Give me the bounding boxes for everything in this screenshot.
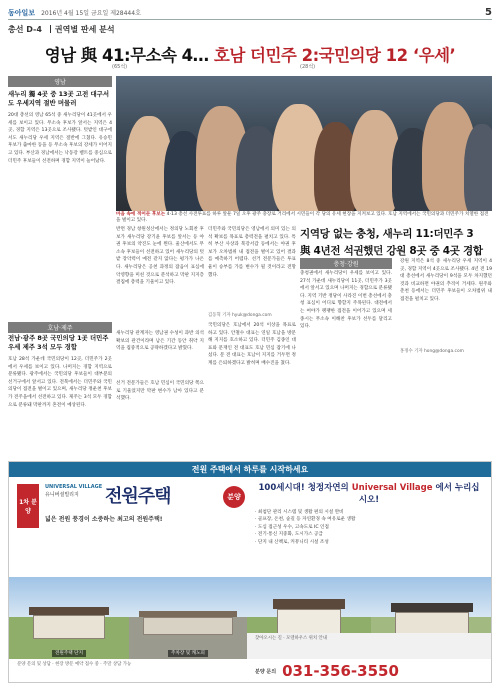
ad-stamp: 분양	[223, 486, 245, 508]
honam-text-b: 국민의당은 호남에서 20석 이상을 목표로 하고 있다. 안철수 대표는 연일 호남을 방문해 지지를 호소하고 있다. 더민주 김종인 대표와 문재인 전 대표도 호남 민심 잡기에 나섰다. 문 전 대표는 호남이 지지를 거두면 정계를 은퇴하겠다고 밝히며 배수진을 쳤다.	[208, 323, 296, 366]
article-honam-b	[208, 322, 296, 368]
section-title: 권역별 판세 분석	[54, 24, 115, 34]
ad-feature-item: · 전기·통신 지중화, 도시가스 공급	[255, 532, 323, 538]
issue-date: 2016년 4월 15일 금요일 제28444호	[41, 10, 141, 17]
article-column-a2	[116, 330, 204, 353]
column-b-text: 더민주와 국민의당은 영남에서 의미 있는 의석 확보를 목표로 총력전을 펼치고 있다. 특히 부산 사상과 북강서갑 등에서는 야권 후보가 오차범위 내 접전을 벌이고 있어 결과를 예측하기 어렵다. 선거 전문가들은 투표율이 승부를 가를 변수가 될 것이라고 전망했다.	[208, 227, 296, 278]
ad-feature-list	[255, 509, 483, 546]
headline-sub-right: (28석)	[300, 64, 316, 70]
section-label	[8, 22, 115, 36]
honam-subhead: 전남·광주 8곳 국민의당 1곳 더민주 우세 제주 3석 모두 경합	[8, 334, 109, 351]
ad-phone-number: 031-356-3550	[282, 662, 399, 680]
honam-text-c: 선거 전문가들은 호남 민심이 국민의당 쪽으로 기울었지만 막판 변수가 남아 있다고 분석했다.	[116, 381, 204, 402]
newspaper-brand: 동아일보	[8, 8, 36, 17]
ad-info-title-main: Universal Village	[351, 483, 433, 493]
right-headline-line-1: 지역당 없는 충청, 새누리 11:더민주 3	[300, 228, 474, 240]
ad-info-panel	[247, 477, 491, 577]
ad-feature-item: · 단지 내 산책로, 커뮤니티 시설 조성	[255, 539, 329, 545]
ad-info-title-pre: 100세시대! 청정자연의	[258, 483, 349, 493]
article-column-a	[116, 226, 204, 287]
article-honam	[8, 356, 112, 409]
region-tag-chungcheong: 충청·강원	[300, 258, 392, 269]
ad-title: 전원주택	[105, 486, 171, 507]
byline-right: 홍정수 기자 hong@donga.com	[400, 349, 464, 354]
ad-phone-label: 분양 문의	[255, 668, 277, 675]
chungcheong-text-b: 강원 지역은 8석 중 새누리당 우세 지역이 4곳, 경합 지역이 4곳으로 조사됐다. 4년 전 19대 총선에서 새누리당이 9석을 모두 차지했던 것과 비교하면 야권의 추격이 거세다. 원주와 춘천 등에서는 더민주 후보들이 오차범위 내 접전을 펼치고 있다.	[400, 259, 492, 302]
ad-photo-label: 주차장 및 캐노피	[168, 650, 208, 657]
ad-info-title-post: 에서 누리십시오!	[358, 483, 480, 505]
real-estate-ad	[8, 461, 492, 683]
column-a2-text: 새누리당 관계자는 영남권 수성이 과반 의석 확보의 관건이라며 남은 기간 동안 취약 지역을 집중적으로 공략하겠다고 밝혔다.	[116, 331, 204, 352]
page-number: 5	[485, 7, 492, 18]
ad-photo-1	[9, 577, 129, 659]
article-chungcheong-a	[300, 270, 392, 331]
article-column-b	[208, 226, 296, 279]
ad-sale-badge: 1차 분양	[17, 484, 39, 528]
region-tag-honam: 호남·제주	[8, 322, 112, 333]
ad-logo-en: UNIVERSAL VILLAGE	[45, 484, 103, 490]
caption-label: 마음 속에 적어둔 후보는	[116, 212, 166, 217]
headline-part-2: 호남 더민주 2:국민의당 12 ‘우세’	[213, 46, 456, 65]
ad-photo-label: 전원주택 단지	[52, 650, 86, 657]
section-divider	[50, 25, 51, 33]
honam-text: 호남 28석 가운데 국민의당이 12곳, 더민주가 2곳에서 우세를 보이고 있다. 나머지는 경합 지역으로 분류됐다. 광주에서는 국민의당 후보들이 대부분의 선거구에서 앞서고 있다. 전북에서는 더민주와 국민의당이 접전을 벌이고 있으며, 새누리당 정운천 후보가 전주을에서 선전하고 있다. 제주는 3석 모두 경합으로 분류돼 막판까지 혼전이 예상된다.	[8, 357, 112, 408]
page-header-bar	[8, 6, 492, 20]
article-body: 20대 총선의 영남 65석 중 새누리당이 41곳에서 우세를 보이고 있다. 무소속 후보가 앞서는 지역은 4곳, 경합 지역은 13곳으로 조사됐다. 텃밭인 대구에서도 새누리당 우세 지역은 절반에 그쳤다. 유승민 후보가 출마한 동을 등 무소속 후보의 강세가 이어지고 있다. 부산과 경남에서는 낙동강 벨트를 중심으로 더민주 후보들이 선전하며 경합 지역이 늘어났다.	[8, 113, 112, 164]
article-subhead: 새누리 獨 4곳 중 13곳 고전 대구서도 우세지역 절반 머물러	[8, 90, 109, 107]
ad-contact	[247, 659, 491, 683]
byline-mid: 김동혁 기자 hyuk@donga.com	[208, 313, 272, 318]
section-number: 총선 D-4	[8, 24, 42, 34]
article-yeongnam	[8, 76, 112, 165]
right-headline-line-2: 與 4년전 석권했던 강원 8곳 중 4곳 경합	[300, 245, 483, 257]
ad-logo-kr: 유니버셜빌리지	[45, 492, 79, 498]
ad-photo-2	[129, 577, 247, 659]
column-a-text: 반면 경남 창원성산에서는 정의당 노회찬 후보가 새누리당 강기윤 후보를 앞서는 등 야권 후보의 약진도 눈에 띈다. 울산에서도 무소속 후보들이 선전하고 있어 새누리당의 텃밭 장악력이 예전 같지 않다는 평가가 나온다. 새누리당은 공천 과정의 잡음이 표심에 악영향을 미친 것으로 분석하고 막판 지지층 결집에 총력을 기울이고 있다.	[116, 227, 204, 286]
headline-sub-left: (65석)	[112, 64, 128, 70]
ad-feature-item: · 골프장, 온천, 숲길 등 자연환경 속 여유로운 생활	[255, 517, 356, 523]
article-chungcheong-b	[400, 258, 492, 304]
ad-feature-item: · 도심 접근성 우수, 고속도로 IC 인접	[255, 524, 329, 530]
ad-map-text: 찾아오시는 길 · 모델하우스 위치 안내	[247, 633, 491, 659]
article-honam-c	[116, 380, 204, 403]
caption-text: 4·13 총선 사전투표를 하루 앞둔 7일 오후 광주 충장로 거리에서 시민들이 각 당의 유세 현장을 지켜보고 있다. 호남 지역에서는 국민의당과 더민주가 치열한 접전을 벌이고 있다.	[116, 212, 489, 224]
main-headline	[8, 42, 492, 76]
ad-top-banner: 전원 주택에서 하루를 시작하세요	[9, 462, 491, 477]
ad-tagline: 넓은 전원 풍경이 소중하는 최고의 전원주택!	[45, 516, 163, 523]
headline-part-1: 영남 與 41:무소속 4…	[44, 46, 209, 65]
ad-footer-text: 분양 문의 및 상담 · 현장 방문 예약 접수 중 · 주말 상담 가능	[17, 662, 132, 667]
ad-feature-item: · 최첨단 관리 시스템 및 생활 편의 시설 완비	[255, 510, 344, 515]
chungcheong-text-a: 충청권에서 새누리당이 우세를 보이고 있다. 27석 가운데 새누리당이 11곳, 더민주가 3곳에서 앞서고 있으며 나머지는 경합으로 분류됐다. 지역 기반 정당이 사라진 이번 총선에서 충청 표심이 어디로 향할지 주목된다. 대전에서는 여야가 팽팽한 접전을 이어가고 있으며 세종시는 무소속 이해찬 후보가 선두를 달리고 있다.	[300, 271, 392, 330]
crowd-photo	[116, 76, 492, 211]
chungcheong-headline	[300, 226, 492, 258]
region-tag: 영남	[8, 76, 112, 87]
ad-info-title	[255, 481, 483, 505]
photo-caption	[116, 212, 492, 225]
